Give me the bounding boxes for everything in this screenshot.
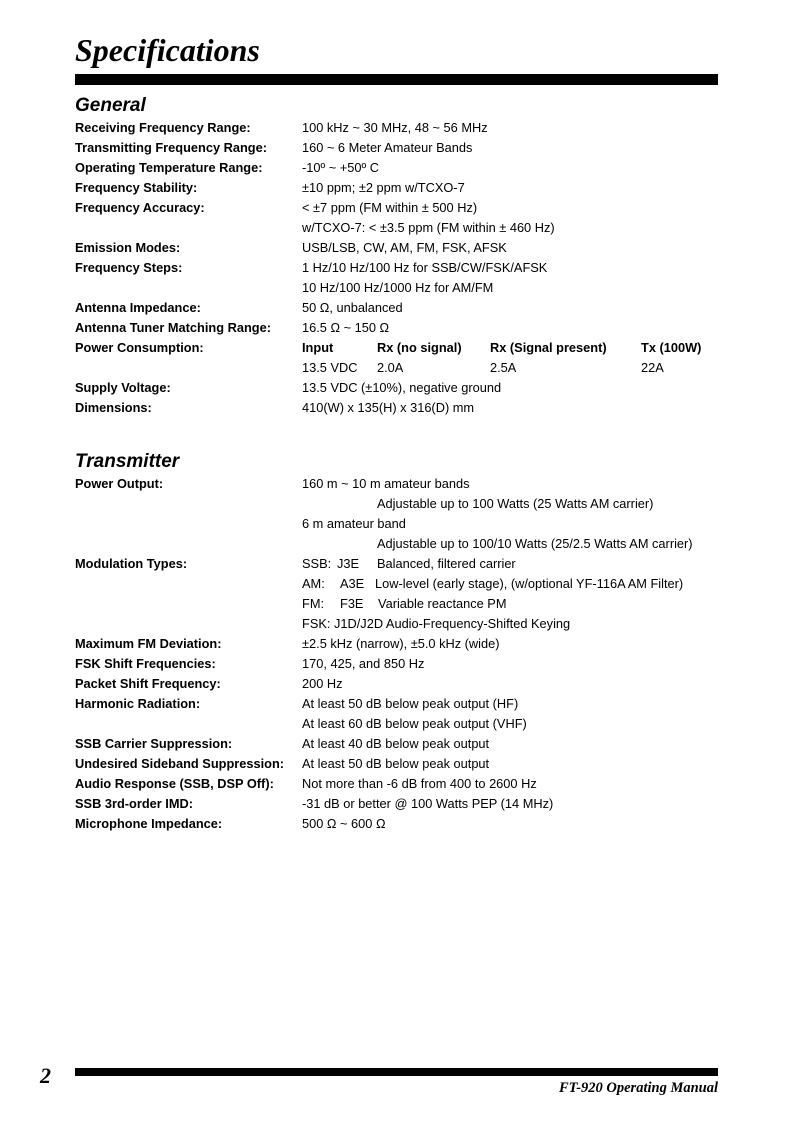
pc-value-tx: 22A xyxy=(641,360,664,375)
spec-row xyxy=(75,774,735,794)
spec-label: Power Output: xyxy=(75,476,164,491)
spec-label: Dimensions: xyxy=(75,400,152,415)
spec-row xyxy=(75,754,735,774)
spec-value: 16.5 Ω ~ 150 Ω xyxy=(302,320,390,335)
general-spec-list xyxy=(75,118,735,418)
mod-mode: SSB: xyxy=(302,556,332,571)
spec-label-empty xyxy=(75,534,302,554)
spec-value: 1 Hz/10 Hz/100 Hz for SSB/CW/FSK/AFSK xyxy=(302,260,548,275)
mod-mode: FM: xyxy=(302,596,325,611)
mod-desc: Variable reactance PM xyxy=(378,596,507,611)
mod-mode: AM: xyxy=(302,576,325,591)
power-consumption-header-row xyxy=(75,338,735,358)
transmitter-heading: Transmitter xyxy=(75,451,180,472)
spec-label: FSK Shift Frequencies: xyxy=(75,656,216,671)
title-rule xyxy=(75,74,718,85)
spec-value: w/TCXO-7: < ±3.5 ppm (FM within ± 460 Hz) xyxy=(302,220,555,235)
spec-row xyxy=(75,298,735,318)
spec-row xyxy=(75,118,735,138)
spec-value: < ±7 ppm (FM within ± 500 Hz) xyxy=(302,200,478,215)
spec-label: Microphone Impedance: xyxy=(75,816,223,831)
spec-row xyxy=(75,494,735,514)
modulation-value xyxy=(302,594,735,614)
pc-header-rx-signal: Rx (Signal present) xyxy=(490,340,607,355)
spec-row xyxy=(75,158,735,178)
spec-row xyxy=(75,378,735,398)
spec-value: Not more than -6 dB from 400 to 2600 Hz xyxy=(302,776,537,791)
spec-label: Antenna Impedance: xyxy=(75,300,201,315)
spec-value: Adjustable up to 100 Watts (25 Watts AM carrier) xyxy=(377,496,654,511)
spec-label: Emission Modes: xyxy=(75,240,181,255)
spec-row xyxy=(75,278,735,298)
spec-label: Power Consumption: xyxy=(75,340,204,355)
spec-value: At least 60 dB below peak output (VHF) xyxy=(302,716,527,731)
spec-row xyxy=(75,258,735,278)
spec-value: 13.5 VDC (±10%), negative ground xyxy=(302,380,502,395)
spec-label-empty xyxy=(75,594,302,614)
spec-label: Modulation Types: xyxy=(75,556,188,571)
spec-row xyxy=(75,674,735,694)
spec-label-empty xyxy=(75,494,302,514)
spec-row xyxy=(75,138,735,158)
modulation-row xyxy=(75,574,735,594)
spec-label: SSB Carrier Suppression: xyxy=(75,736,233,751)
spec-row xyxy=(75,318,735,338)
spec-row xyxy=(75,654,735,674)
spec-label-empty xyxy=(75,574,302,594)
spec-value: 10 Hz/100 Hz/1000 Hz for AM/FM xyxy=(302,280,494,295)
spec-row xyxy=(75,474,735,494)
spec-value: At least 50 dB below peak output (HF) xyxy=(302,696,519,711)
spec-label: Receiving Frequency Range: xyxy=(75,120,251,135)
spec-value: ±10 ppm; ±2 ppm w/TCXO-7 xyxy=(302,180,465,195)
spec-value: USB/LSB, CW, AM, FM, FSK, AFSK xyxy=(302,240,507,255)
spec-label xyxy=(75,218,302,238)
spec-row xyxy=(75,238,735,258)
pc-value-rx-signal: 2.5A xyxy=(490,360,517,375)
spec-label: Maximum FM Deviation: xyxy=(75,636,222,651)
mod-code: J3E xyxy=(337,556,360,571)
transmitter-spec-list xyxy=(75,474,735,834)
modulation-value xyxy=(302,554,735,574)
spec-value: -10º ~ +50º C xyxy=(302,160,379,175)
spec-row xyxy=(75,794,735,814)
modulation-value xyxy=(302,574,735,594)
pc-header-tx: Tx (100W) xyxy=(641,340,702,355)
spec-label: Undesired Sideband Suppression: xyxy=(75,756,285,771)
spec-value: ±2.5 kHz (narrow), ±5.0 kHz (wide) xyxy=(302,636,500,651)
pc-value-rx-no-signal: 2.0A xyxy=(377,360,404,375)
spec-label: Frequency Stability: xyxy=(75,180,198,195)
spec-value: FSK: J1D/J2D Audio-Frequency-Shifted Keying xyxy=(302,616,571,631)
spec-label: Frequency Steps: xyxy=(75,260,183,275)
spec-label: Supply Voltage: xyxy=(75,380,171,395)
power-consumption-values xyxy=(302,358,735,378)
footer-rule xyxy=(75,1068,718,1076)
spec-row xyxy=(75,634,735,654)
spec-value: At least 50 dB below peak output xyxy=(302,756,490,771)
spec-label-empty xyxy=(75,514,302,534)
mod-desc: Low-level (early stage), (w/optional YF-116A AM Filter) xyxy=(375,576,684,591)
spec-label: SSB 3rd-order IMD: xyxy=(75,796,194,811)
spec-row xyxy=(75,734,735,754)
spec-value: 160 ~ 6 Meter Amateur Bands xyxy=(302,140,473,155)
spec-value: 500 Ω ~ 600 Ω xyxy=(302,816,386,831)
spec-value: 50 Ω, unbalanced xyxy=(302,300,403,315)
spec-value: Adjustable up to 100/10 Watts (25/2.5 Watts AM carrier) xyxy=(377,536,693,551)
spec-label: Antenna Tuner Matching Range: xyxy=(75,320,271,335)
page-title: Specifications xyxy=(75,32,260,68)
pc-value-input: 13.5 VDC xyxy=(302,360,358,375)
spec-label xyxy=(75,278,302,298)
spec-label: Operating Temperature Range: xyxy=(75,160,263,175)
spec-value: At least 40 dB below peak output xyxy=(302,736,490,751)
mod-code: F3E xyxy=(340,596,364,611)
spec-row xyxy=(75,814,735,834)
spec-row xyxy=(75,218,735,238)
spec-row xyxy=(75,198,735,218)
spec-value: 170, 425, and 850 Hz xyxy=(302,656,425,671)
spec-row xyxy=(75,534,735,554)
spec-value: 200 Hz xyxy=(302,676,343,691)
spec-label: Harmonic Radiation: xyxy=(75,696,201,711)
spec-value: 160 m ~ 10 m amateur bands xyxy=(302,476,470,491)
general-section xyxy=(75,94,735,418)
modulation-row xyxy=(75,554,735,574)
spec-value: 6 m amateur band xyxy=(302,516,406,531)
pc-header-input: Input xyxy=(302,340,334,355)
spec-row xyxy=(75,514,735,534)
spec-value: -31 dB or better @ 100 Watts PEP (14 MHz) xyxy=(302,796,554,811)
mod-code: A3E xyxy=(340,576,365,591)
mod-desc: Balanced, filtered carrier xyxy=(377,556,516,571)
page-number: 2 xyxy=(40,1063,51,1088)
spec-row xyxy=(75,694,735,714)
spec-row xyxy=(75,714,735,734)
spec-label-empty xyxy=(75,358,302,378)
spec-label: Frequency Accuracy: xyxy=(75,200,205,215)
modulation-row xyxy=(75,594,735,614)
spec-value: 100 kHz ~ 30 MHz, 48 ~ 56 MHz xyxy=(302,120,488,135)
spec-label: Packet Shift Frequency: xyxy=(75,676,221,691)
power-consumption-values-row xyxy=(75,358,735,378)
spec-label xyxy=(75,714,302,734)
spec-label-empty xyxy=(75,614,302,634)
spec-row xyxy=(75,614,735,634)
spec-label: Audio Response (SSB, DSP Off): xyxy=(75,776,274,791)
spec-label: Transmitting Frequency Range: xyxy=(75,140,267,155)
spec-row xyxy=(75,398,735,418)
spec-row xyxy=(75,178,735,198)
pc-header-rx-no-signal: Rx (no signal) xyxy=(377,340,462,355)
transmitter-section xyxy=(75,450,735,834)
spec-value: 410(W) x 135(H) x 316(D) mm xyxy=(302,400,475,415)
general-heading: General xyxy=(75,95,146,116)
power-consumption-headers xyxy=(302,338,735,358)
manual-title: FT-920 Operating Manual xyxy=(559,1080,718,1096)
